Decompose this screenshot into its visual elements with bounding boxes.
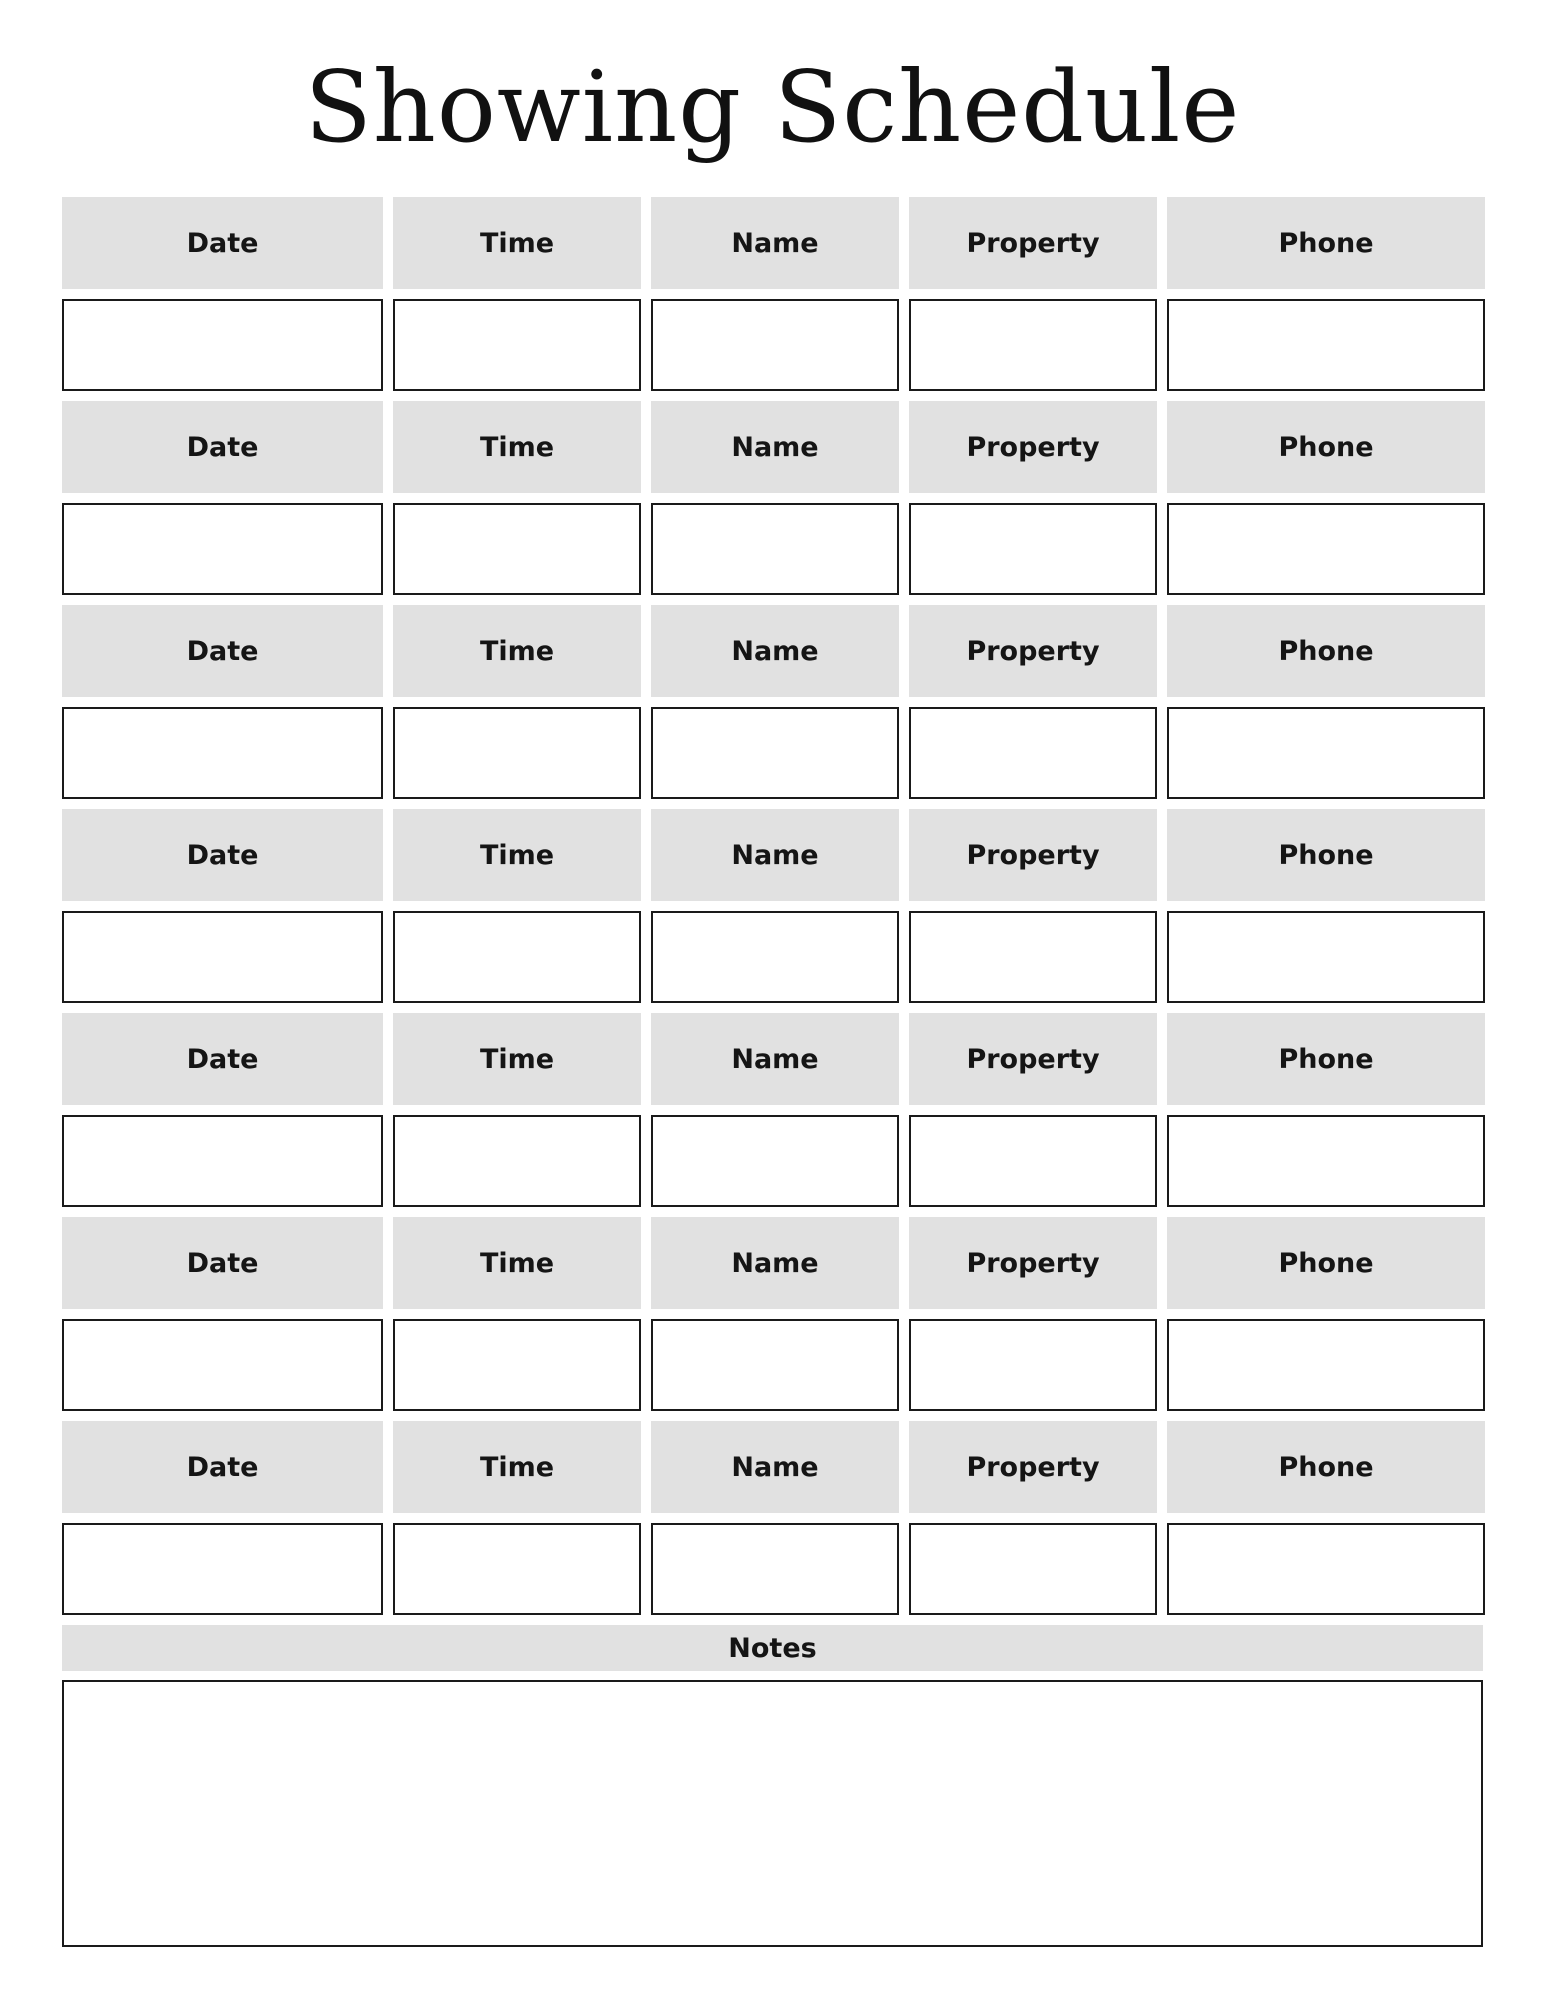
header-row — [62, 401, 1483, 493]
entry-row — [62, 503, 1483, 595]
header-name: Name — [651, 197, 899, 289]
property-field[interactable] — [909, 707, 1157, 799]
header-name: Name — [651, 1421, 899, 1513]
header-date: Date — [62, 1217, 383, 1309]
time-field[interactable] — [393, 1523, 641, 1615]
phone-field[interactable] — [1167, 1523, 1485, 1615]
header-row — [62, 1217, 1483, 1309]
time-field[interactable] — [393, 1115, 641, 1207]
schedule-grid — [62, 197, 1483, 1625]
entry-row — [62, 1523, 1483, 1615]
date-field[interactable] — [62, 1115, 383, 1207]
header-time: Time — [393, 401, 641, 493]
header-time: Time — [393, 1421, 641, 1513]
header-phone: Phone — [1167, 605, 1485, 697]
header-time: Time — [393, 605, 641, 697]
phone-field[interactable] — [1167, 1319, 1485, 1411]
header-name: Name — [651, 605, 899, 697]
phone-field[interactable] — [1167, 299, 1485, 391]
header-property: Property — [909, 401, 1157, 493]
phone-field[interactable] — [1167, 707, 1485, 799]
property-field[interactable] — [909, 1115, 1157, 1207]
date-field[interactable] — [62, 1523, 383, 1615]
header-row — [62, 1421, 1483, 1513]
header-property: Property — [909, 197, 1157, 289]
header-property: Property — [909, 1421, 1157, 1513]
time-field[interactable] — [393, 707, 641, 799]
date-field[interactable] — [62, 911, 383, 1003]
header-date: Date — [62, 401, 383, 493]
header-phone: Phone — [1167, 1013, 1485, 1105]
header-date: Date — [62, 197, 383, 289]
notes-header: Notes — [62, 1625, 1483, 1671]
header-time: Time — [393, 809, 641, 901]
header-phone: Phone — [1167, 1217, 1485, 1309]
entry-row — [62, 299, 1483, 391]
entry-row — [62, 707, 1483, 799]
header-time: Time — [393, 1013, 641, 1105]
date-field[interactable] — [62, 1319, 383, 1411]
time-field[interactable] — [393, 911, 641, 1003]
header-property: Property — [909, 1013, 1157, 1105]
header-date: Date — [62, 605, 383, 697]
header-phone: Phone — [1167, 809, 1485, 901]
phone-field[interactable] — [1167, 911, 1485, 1003]
header-name: Name — [651, 401, 899, 493]
header-date: Date — [62, 1013, 383, 1105]
header-time: Time — [393, 1217, 641, 1309]
header-name: Name — [651, 809, 899, 901]
property-field[interactable] — [909, 1523, 1157, 1615]
header-property: Property — [909, 1217, 1157, 1309]
date-field[interactable] — [62, 299, 383, 391]
header-name: Name — [651, 1217, 899, 1309]
time-field[interactable] — [393, 503, 641, 595]
header-phone: Phone — [1167, 197, 1485, 289]
name-field[interactable] — [651, 503, 899, 595]
header-date: Date — [62, 1421, 383, 1513]
header-name: Name — [651, 1013, 899, 1105]
notes-field[interactable] — [62, 1680, 1483, 1947]
property-field[interactable] — [909, 299, 1157, 391]
page-title: Showing Schedule — [304, 51, 1241, 165]
phone-field[interactable] — [1167, 1115, 1485, 1207]
header-property: Property — [909, 605, 1157, 697]
property-field[interactable] — [909, 1319, 1157, 1411]
header-row — [62, 197, 1483, 289]
entry-row — [62, 1319, 1483, 1411]
time-field[interactable] — [393, 299, 641, 391]
date-field[interactable] — [62, 707, 383, 799]
name-field[interactable] — [651, 1319, 899, 1411]
header-row — [62, 605, 1483, 697]
header-time: Time — [393, 197, 641, 289]
header-row — [62, 809, 1483, 901]
header-phone: Phone — [1167, 401, 1485, 493]
header-phone: Phone — [1167, 1421, 1485, 1513]
name-field[interactable] — [651, 707, 899, 799]
entry-row — [62, 911, 1483, 1003]
header-row — [62, 1013, 1483, 1105]
header-property: Property — [909, 809, 1157, 901]
property-field[interactable] — [909, 911, 1157, 1003]
name-field[interactable] — [651, 299, 899, 391]
entry-row — [62, 1115, 1483, 1207]
name-field[interactable] — [651, 1115, 899, 1207]
date-field[interactable] — [62, 503, 383, 595]
header-date: Date — [62, 809, 383, 901]
name-field[interactable] — [651, 1523, 899, 1615]
time-field[interactable] — [393, 1319, 641, 1411]
property-field[interactable] — [909, 503, 1157, 595]
name-field[interactable] — [651, 911, 899, 1003]
phone-field[interactable] — [1167, 503, 1485, 595]
